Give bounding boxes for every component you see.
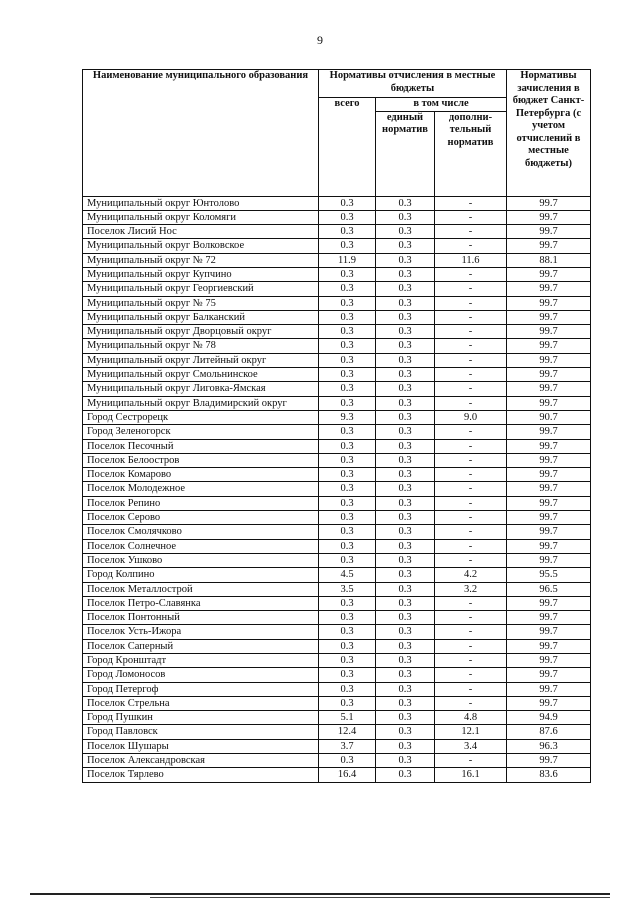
row-spb-cell: 99.7 <box>507 296 591 310</box>
row-additional-cell: - <box>435 453 507 467</box>
row-spb-cell: 99.7 <box>507 425 591 439</box>
row-total-cell: 5.1 <box>319 711 376 725</box>
row-spb-cell: 99.7 <box>507 325 591 339</box>
row-name-cell: Муниципальный округ № 75 <box>83 296 319 310</box>
row-name-cell: Поселок Шушары <box>83 739 319 753</box>
row-spb-cell: 99.7 <box>507 596 591 610</box>
table-row <box>83 425 591 439</box>
table-row <box>83 368 591 382</box>
row-spb-cell: 95.5 <box>507 568 591 582</box>
row-additional-cell: - <box>435 225 507 239</box>
row-additional-cell: - <box>435 310 507 324</box>
row-additional-cell: - <box>435 368 507 382</box>
row-additional-cell: 12.1 <box>435 725 507 739</box>
row-unified-cell: 0.3 <box>376 439 435 453</box>
table-row <box>83 682 591 696</box>
header-additional: дополни-тельный норматив <box>435 111 507 196</box>
table-row <box>83 539 591 553</box>
table-row <box>83 582 591 596</box>
row-name-cell: Муниципальный округ Георгиевский <box>83 282 319 296</box>
row-additional-cell: - <box>435 196 507 210</box>
row-unified-cell: 0.3 <box>376 754 435 768</box>
row-unified-cell: 0.3 <box>376 768 435 782</box>
header-name: Наименование муниципального образования <box>83 70 319 197</box>
row-name-cell: Поселок Комарово <box>83 468 319 482</box>
row-additional-cell: - <box>435 682 507 696</box>
row-name-cell: Муниципальный округ Коломяги <box>83 210 319 224</box>
row-name-cell: Поселок Солнечное <box>83 539 319 553</box>
row-total-cell: 0.3 <box>319 196 376 210</box>
row-total-cell: 0.3 <box>319 596 376 610</box>
row-total-cell: 3.5 <box>319 582 376 596</box>
row-spb-cell: 96.5 <box>507 582 591 596</box>
row-additional-cell: - <box>435 639 507 653</box>
table-row <box>83 325 591 339</box>
row-unified-cell: 0.3 <box>376 739 435 753</box>
row-name-cell: Муниципальный округ № 78 <box>83 339 319 353</box>
table-row <box>83 668 591 682</box>
table-row <box>83 525 591 539</box>
row-total-cell: 0.3 <box>319 396 376 410</box>
row-spb-cell: 99.7 <box>507 225 591 239</box>
row-total-cell: 0.3 <box>319 267 376 281</box>
row-spb-cell: 99.7 <box>507 539 591 553</box>
table-row <box>83 725 591 739</box>
row-spb-cell: 99.7 <box>507 639 591 653</box>
table-row <box>83 739 591 753</box>
table-row <box>83 568 591 582</box>
row-additional-cell: - <box>435 239 507 253</box>
row-total-cell: 0.3 <box>319 339 376 353</box>
row-unified-cell: 0.3 <box>376 568 435 582</box>
row-spb-cell: 99.7 <box>507 553 591 567</box>
row-unified-cell: 0.3 <box>376 210 435 224</box>
row-additional-cell: - <box>435 511 507 525</box>
table-row <box>83 382 591 396</box>
row-name-cell: Город Ломоносов <box>83 668 319 682</box>
header-local-norms: Нормативы отчисления в местные бюджеты <box>319 70 507 98</box>
row-total-cell: 0.3 <box>319 625 376 639</box>
row-total-cell: 12.4 <box>319 725 376 739</box>
table-body <box>83 196 591 782</box>
row-additional-cell: 11.6 <box>435 253 507 267</box>
row-spb-cell: 99.7 <box>507 368 591 382</box>
row-additional-cell: - <box>435 439 507 453</box>
row-spb-cell: 99.7 <box>507 310 591 324</box>
row-spb-cell: 99.7 <box>507 482 591 496</box>
row-additional-cell: - <box>435 754 507 768</box>
table-row <box>83 310 591 324</box>
row-name-cell: Поселок Молодежное <box>83 482 319 496</box>
row-additional-cell: - <box>435 611 507 625</box>
row-total-cell: 0.3 <box>319 754 376 768</box>
row-total-cell: 0.3 <box>319 310 376 324</box>
row-name-cell: Поселок Понтонный <box>83 611 319 625</box>
footer-rule <box>30 893 610 895</box>
row-unified-cell: 0.3 <box>376 639 435 653</box>
row-total-cell: 0.3 <box>319 210 376 224</box>
row-unified-cell: 0.3 <box>376 396 435 410</box>
row-total-cell: 0.3 <box>319 425 376 439</box>
row-spb-cell: 99.7 <box>507 754 591 768</box>
row-total-cell: 0.3 <box>319 325 376 339</box>
row-unified-cell: 0.3 <box>376 425 435 439</box>
row-total-cell: 0.3 <box>319 539 376 553</box>
table-row <box>83 553 591 567</box>
table-row <box>83 239 591 253</box>
row-unified-cell: 0.3 <box>376 196 435 210</box>
row-additional-cell: - <box>435 382 507 396</box>
row-name-cell: Поселок Усть-Ижора <box>83 625 319 639</box>
row-total-cell: 0.3 <box>319 296 376 310</box>
row-unified-cell: 0.3 <box>376 696 435 710</box>
row-spb-cell: 99.7 <box>507 196 591 210</box>
row-additional-cell: - <box>435 668 507 682</box>
row-additional-cell: 3.4 <box>435 739 507 753</box>
row-name-cell: Поселок Репино <box>83 496 319 510</box>
row-name-cell: Поселок Смолячково <box>83 525 319 539</box>
row-unified-cell: 0.3 <box>376 611 435 625</box>
row-total-cell: 0.3 <box>319 668 376 682</box>
row-unified-cell: 0.3 <box>376 553 435 567</box>
row-name-cell: Поселок Металлострой <box>83 582 319 596</box>
row-name-cell: Город Колпино <box>83 568 319 582</box>
row-total-cell: 0.3 <box>319 353 376 367</box>
row-total-cell: 0.3 <box>319 639 376 653</box>
row-unified-cell: 0.3 <box>376 711 435 725</box>
row-spb-cell: 99.7 <box>507 525 591 539</box>
row-total-cell: 0.3 <box>319 239 376 253</box>
row-additional-cell: - <box>435 596 507 610</box>
table-row <box>83 711 591 725</box>
row-additional-cell: - <box>435 339 507 353</box>
row-unified-cell: 0.3 <box>376 654 435 668</box>
row-unified-cell: 0.3 <box>376 282 435 296</box>
row-unified-cell: 0.3 <box>376 539 435 553</box>
row-name-cell: Муниципальный округ Купчино <box>83 267 319 281</box>
row-unified-cell: 0.3 <box>376 625 435 639</box>
table-row <box>83 225 591 239</box>
row-additional-cell: - <box>435 696 507 710</box>
table-row <box>83 296 591 310</box>
table-row <box>83 696 591 710</box>
row-additional-cell: - <box>435 625 507 639</box>
row-name-cell: Муниципальный округ Волковское <box>83 239 319 253</box>
row-total-cell: 16.4 <box>319 768 376 782</box>
row-name-cell: Поселок Серово <box>83 511 319 525</box>
row-spb-cell: 88.1 <box>507 253 591 267</box>
row-total-cell: 0.3 <box>319 496 376 510</box>
row-name-cell: Муниципальный округ Литейный округ <box>83 353 319 367</box>
row-spb-cell: 99.7 <box>507 496 591 510</box>
footer-rule-secondary <box>150 897 610 898</box>
row-total-cell: 11.9 <box>319 253 376 267</box>
row-spb-cell: 99.7 <box>507 282 591 296</box>
row-total-cell: 0.3 <box>319 696 376 710</box>
row-additional-cell: - <box>435 539 507 553</box>
row-name-cell: Муниципальный округ Лиговка-Ямская <box>83 382 319 396</box>
row-name-cell: Поселок Стрельна <box>83 696 319 710</box>
row-total-cell: 0.3 <box>319 611 376 625</box>
table-row <box>83 453 591 467</box>
table-row <box>83 754 591 768</box>
header-total: всего <box>319 98 376 197</box>
row-spb-cell: 99.7 <box>507 453 591 467</box>
row-total-cell: 0.3 <box>319 553 376 567</box>
row-total-cell: 0.3 <box>319 439 376 453</box>
row-spb-cell: 99.7 <box>507 611 591 625</box>
row-additional-cell: - <box>435 267 507 281</box>
row-unified-cell: 0.3 <box>376 496 435 510</box>
row-total-cell: 3.7 <box>319 739 376 753</box>
row-unified-cell: 0.3 <box>376 525 435 539</box>
row-unified-cell: 0.3 <box>376 725 435 739</box>
row-unified-cell: 0.3 <box>376 253 435 267</box>
row-additional-cell: - <box>435 654 507 668</box>
table-row <box>83 282 591 296</box>
row-spb-cell: 99.7 <box>507 210 591 224</box>
row-name-cell: Город Пушкин <box>83 711 319 725</box>
row-unified-cell: 0.3 <box>376 339 435 353</box>
row-additional-cell: - <box>435 282 507 296</box>
row-total-cell: 4.5 <box>319 568 376 582</box>
table-row <box>83 611 591 625</box>
table-row <box>83 639 591 653</box>
table-row <box>83 196 591 210</box>
row-unified-cell: 0.3 <box>376 353 435 367</box>
row-spb-cell: 87.6 <box>507 725 591 739</box>
row-additional-cell: 16.1 <box>435 768 507 782</box>
row-unified-cell: 0.3 <box>376 225 435 239</box>
header-spb-norms: Нормативы зачисления в бюджет Санкт-Петербурга (с учетом отчислений в местные бюджеты) <box>507 70 591 197</box>
row-name-cell: Муниципальный округ Смольнинское <box>83 368 319 382</box>
row-name-cell: Город Павловск <box>83 725 319 739</box>
table-row <box>83 267 591 281</box>
row-unified-cell: 0.3 <box>376 239 435 253</box>
row-additional-cell: - <box>435 482 507 496</box>
row-total-cell: 0.3 <box>319 525 376 539</box>
row-spb-cell: 99.7 <box>507 654 591 668</box>
row-additional-cell: - <box>435 325 507 339</box>
row-name-cell: Город Зеленогорск <box>83 425 319 439</box>
row-name-cell: Поселок Ушково <box>83 553 319 567</box>
row-additional-cell: 4.2 <box>435 568 507 582</box>
row-name-cell: Город Петергоф <box>83 682 319 696</box>
row-additional-cell: - <box>435 296 507 310</box>
row-spb-cell: 96.3 <box>507 739 591 753</box>
row-name-cell: Муниципальный округ № 72 <box>83 253 319 267</box>
row-spb-cell: 94.9 <box>507 711 591 725</box>
row-unified-cell: 0.3 <box>376 596 435 610</box>
row-name-cell: Поселок Саперный <box>83 639 319 653</box>
row-spb-cell: 99.7 <box>507 668 591 682</box>
row-unified-cell: 0.3 <box>376 368 435 382</box>
row-total-cell: 0.3 <box>319 468 376 482</box>
row-name-cell: Поселок Лисий Нос <box>83 225 319 239</box>
row-name-cell: Муниципальный округ Дворцовый округ <box>83 325 319 339</box>
row-additional-cell: - <box>435 396 507 410</box>
row-additional-cell: - <box>435 425 507 439</box>
row-spb-cell: 99.7 <box>507 267 591 281</box>
row-total-cell: 0.3 <box>319 682 376 696</box>
row-total-cell: 0.3 <box>319 382 376 396</box>
table-row <box>83 353 591 367</box>
row-name-cell: Город Кронштадт <box>83 654 319 668</box>
row-spb-cell: 99.7 <box>507 239 591 253</box>
row-spb-cell: 99.7 <box>507 382 591 396</box>
table-row <box>83 396 591 410</box>
table-row <box>83 410 591 424</box>
row-additional-cell: 3.2 <box>435 582 507 596</box>
row-spb-cell: 99.7 <box>507 339 591 353</box>
row-spb-cell: 99.7 <box>507 625 591 639</box>
row-total-cell: 0.3 <box>319 282 376 296</box>
row-spb-cell: 99.7 <box>507 439 591 453</box>
table-row <box>83 468 591 482</box>
header-unified: единый норматив <box>376 111 435 196</box>
row-name-cell: Поселок Тярлево <box>83 768 319 782</box>
row-additional-cell: - <box>435 525 507 539</box>
row-unified-cell: 0.3 <box>376 468 435 482</box>
table-row <box>83 596 591 610</box>
table-row <box>83 625 591 639</box>
row-unified-cell: 0.3 <box>376 382 435 396</box>
row-total-cell: 9.3 <box>319 410 376 424</box>
row-name-cell: Город Сестрорецк <box>83 410 319 424</box>
header-including: в том числе <box>376 98 507 112</box>
row-spb-cell: 99.7 <box>507 353 591 367</box>
row-name-cell: Поселок Петро-Славянка <box>83 596 319 610</box>
row-spb-cell: 99.7 <box>507 682 591 696</box>
table-row <box>83 511 591 525</box>
row-unified-cell: 0.3 <box>376 582 435 596</box>
budget-norms-table <box>82 69 591 783</box>
row-total-cell: 0.3 <box>319 511 376 525</box>
row-unified-cell: 0.3 <box>376 267 435 281</box>
row-additional-cell: - <box>435 210 507 224</box>
row-name-cell: Поселок Белоостров <box>83 453 319 467</box>
row-additional-cell: - <box>435 496 507 510</box>
row-name-cell: Поселок Александровская <box>83 754 319 768</box>
row-unified-cell: 0.3 <box>376 682 435 696</box>
table-row <box>83 482 591 496</box>
page-number: 9 <box>317 33 323 47</box>
row-additional-cell: - <box>435 553 507 567</box>
row-additional-cell: 9.0 <box>435 410 507 424</box>
row-total-cell: 0.3 <box>319 368 376 382</box>
row-total-cell: 0.3 <box>319 453 376 467</box>
row-name-cell: Муниципальный округ Владимирский округ <box>83 396 319 410</box>
table-row <box>83 496 591 510</box>
table-row <box>83 253 591 267</box>
row-unified-cell: 0.3 <box>376 296 435 310</box>
row-unified-cell: 0.3 <box>376 511 435 525</box>
row-unified-cell: 0.3 <box>376 310 435 324</box>
row-unified-cell: 0.3 <box>376 453 435 467</box>
row-total-cell: 0.3 <box>319 654 376 668</box>
row-spb-cell: 99.7 <box>507 396 591 410</box>
row-unified-cell: 0.3 <box>376 668 435 682</box>
row-additional-cell: - <box>435 468 507 482</box>
row-unified-cell: 0.3 <box>376 410 435 424</box>
row-name-cell: Муниципальный округ Юнтолово <box>83 196 319 210</box>
row-name-cell: Поселок Песочный <box>83 439 319 453</box>
row-additional-cell: - <box>435 353 507 367</box>
row-total-cell: 0.3 <box>319 482 376 496</box>
table-row <box>83 339 591 353</box>
row-total-cell: 0.3 <box>319 225 376 239</box>
row-unified-cell: 0.3 <box>376 482 435 496</box>
row-spb-cell: 99.7 <box>507 696 591 710</box>
row-spb-cell: 99.7 <box>507 511 591 525</box>
row-name-cell: Муниципальный округ Балканский <box>83 310 319 324</box>
table-row <box>83 654 591 668</box>
row-unified-cell: 0.3 <box>376 325 435 339</box>
row-spb-cell: 99.7 <box>507 468 591 482</box>
table-row <box>83 210 591 224</box>
row-spb-cell: 90.7 <box>507 410 591 424</box>
table-row <box>83 768 591 782</box>
row-spb-cell: 83.6 <box>507 768 591 782</box>
table-row <box>83 439 591 453</box>
row-additional-cell: 4.8 <box>435 711 507 725</box>
